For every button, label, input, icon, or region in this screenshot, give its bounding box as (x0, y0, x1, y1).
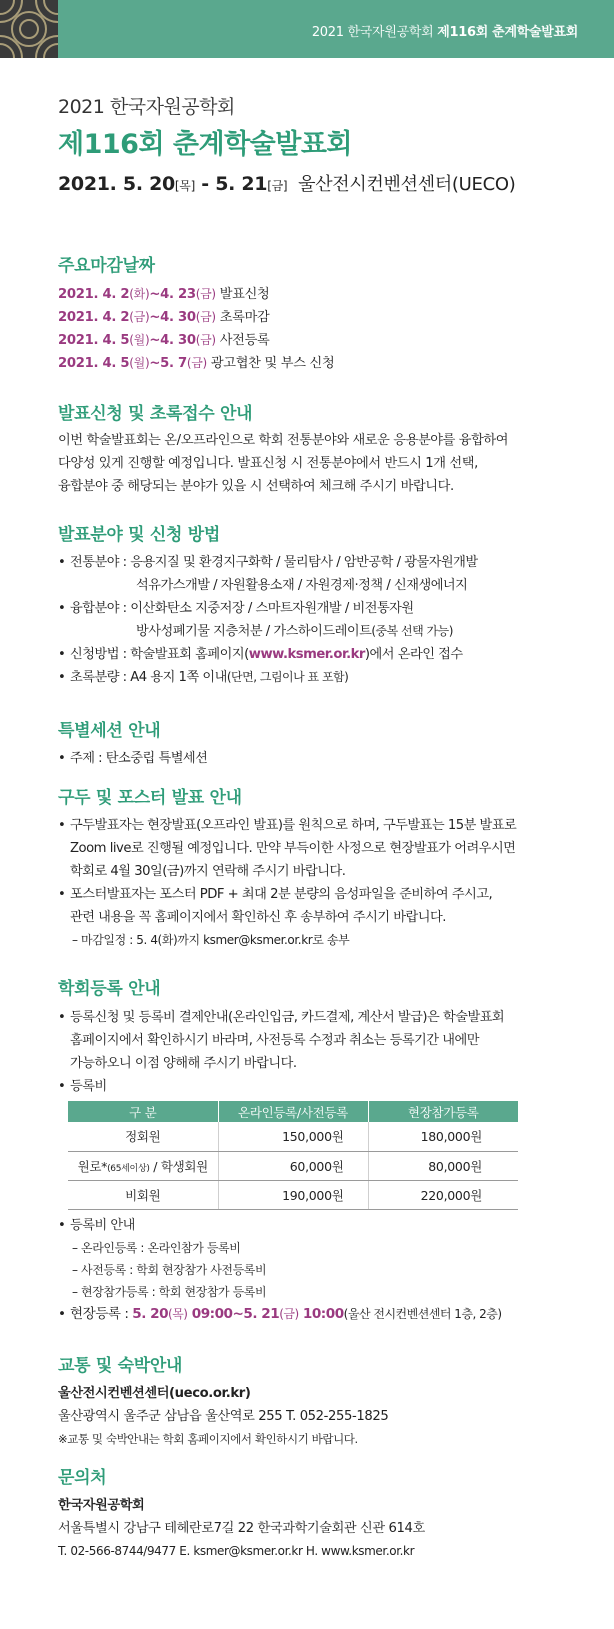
header-banner (0, 0, 614, 58)
date-end-day: [금] (267, 179, 288, 193)
cell-online: 60,000원 (218, 1151, 368, 1180)
contact-tel: T. 02-566-8744/9477 E. ksmer@ksmer.or.kr H. www.ksmer.or.kr (58, 1544, 415, 1558)
table-row (68, 1151, 518, 1180)
cell-online: 190,000원 (218, 1180, 368, 1209)
banner-event: 제116회 춘계학술발표회 (437, 25, 578, 40)
transport-venue: 울산전시컨벤션센터(ueco.or.kr) (58, 1386, 251, 1401)
registration-info-cont: 가능하오니 이점 양해해 주시기 바랍니다. (70, 1056, 297, 1071)
application-line: 이번 학술발표회는 온/오프라인으로 학회 전통분야와 새로운 응용분야를 융합하여 (58, 433, 509, 448)
date-end: 5. 21 (215, 173, 268, 195)
fee-table (68, 1101, 518, 1210)
fee-guide-label: • 등록비 안내 (58, 1214, 588, 1237)
application-title: 발표신청 및 초록접수 안내 (58, 404, 253, 424)
fusion-fields-cont: 방사성폐기물 지층처분 / 가스하이드레이트(중복 선택 가능) (136, 624, 453, 639)
oral-guide: • 구두발표자는 현장발표(오프라인 발표)를 원칙으로 하며, 구두발표는 15분 발표로 (58, 814, 588, 837)
presentation-section (58, 783, 588, 951)
hero (58, 92, 515, 196)
cell-category: 정회원 (68, 1122, 218, 1151)
date-separator: - (194, 173, 216, 195)
onsite-registration: • 현장등록 : 5. 20(목) 09:00~5. 21(금) 10:00(울산 전시컨벤션센터 1층, 2층) (58, 1303, 588, 1326)
presentation-title: 구두 및 포스터 발표 안내 (58, 788, 242, 808)
cell-onsite: 180,000원 (368, 1122, 518, 1151)
deadline-item: 2021. 4. 5(월)~4. 30(금) 사전등록 (58, 333, 270, 348)
transport-note: ※교통 및 숙박안내는 학회 홈페이지에서 확인하시기 바랍니다. (58, 1432, 358, 1446)
fee-label: • 등록비 (58, 1075, 588, 1098)
hero-subtitle: 2021 한국자원공학회 (58, 96, 235, 118)
banner-society: 2021 한국자원공학회 (311, 25, 434, 40)
fee-guide-item: – 사전등록 : 학회 현장참가 사전등록비 (72, 1263, 267, 1277)
deadlines-title: 주요마감날짜 (58, 256, 155, 276)
registration-info-cont: 홈페이지에서 확인하시기 바라며, 사전등록 수정과 취소는 등록기간 내에만 (70, 1033, 479, 1048)
oral-guide-cont: 학회로 4월 30일(금)까지 연락해 주시기 바랍니다. (70, 864, 346, 879)
fields-title: 발표분야 및 신청 방법 (58, 525, 220, 545)
registration-section (58, 974, 588, 1098)
cell-category: 비회원 (68, 1180, 218, 1209)
special-topic: • 주제 : 탄소중립 특별세션 (58, 747, 588, 770)
header-category: 구 분 (68, 1101, 218, 1122)
oral-guide-cont: Zoom live로 진행될 예정입니다. 만약 부득이한 사정으로 현장발표가 어려우시면 (70, 841, 516, 856)
date-start-day: [목] (174, 179, 195, 193)
transport-address: 울산광역시 울주군 삼남읍 울산역로 255 T. 052-255-1825 (58, 1409, 389, 1424)
table-row (68, 1122, 518, 1151)
application-section (58, 399, 588, 498)
application-method: • 신청방법 : 학술발표회 홈페이지(www.ksmer.or.kr)에서 온라인 접수 (58, 643, 588, 666)
traditional-fields-cont: 석유가스개발 / 자원활용소재 / 자원경제·정책 / 신재생에너지 (136, 578, 468, 593)
cell-category: 원로*(65세이상) / 학생회원 (68, 1151, 218, 1180)
abstract-length: • 초록분량 : A4 용지 1쪽 이내(단면, 그림이나 표 포함) (58, 666, 588, 689)
contact-address: 서울특별시 강남구 테헤란로7길 22 한국과학기술회관 신관 614호 (58, 1521, 425, 1536)
deadlines-list (58, 283, 588, 375)
poster-deadline: – 마감일정 : 5. 4(화)까지 ksmer@ksmer.or.kr로 송부 (72, 933, 350, 947)
registration-info: • 등록신청 및 등록비 결제안내(온라인입금, 카드결제, 계산서 발급)은 학술발표회 (58, 1006, 588, 1029)
cell-online: 150,000원 (218, 1122, 368, 1151)
fusion-fields: • 융합분야 : 이산화탄소 지중저장 / 스마트자원개발 / 비전통자원 (58, 597, 588, 620)
cell-onsite: 80,000원 (368, 1151, 518, 1180)
contact-title: 문의처 (58, 1468, 107, 1488)
banner-text (312, 21, 578, 40)
fee-guide-section (58, 1214, 588, 1326)
fee-table-header (68, 1101, 518, 1122)
contact-section (58, 1463, 588, 1563)
homepage-link[interactable]: www.ksmer.or.kr (248, 647, 365, 662)
fee-guide-item: – 현장참가등록 : 학회 현장참가 등록비 (72, 1285, 267, 1299)
poster-guide: • 포스터발표자는 포스터 PDF + 최대 2분 분량의 음성파일을 준비하여 주시고, (58, 883, 588, 906)
decorative-pattern-icon (0, 0, 58, 58)
traditional-fields: • 전통분야 : 응용지질 및 환경지구화학 / 물리탐사 / 암반공학 / 광물자원개발 (58, 551, 588, 574)
hero-title: 제116회 춘계학술발표회 (58, 129, 352, 160)
cell-onsite: 220,000원 (368, 1180, 518, 1209)
header-onsite: 현장참가등록 (368, 1101, 518, 1122)
fields-section (58, 520, 588, 689)
transport-title: 교통 및 숙박안내 (58, 1356, 183, 1376)
contact-org: 한국자원공학회 (58, 1498, 145, 1513)
date-start: 2021. 5. 20 (58, 173, 175, 195)
special-section (58, 716, 588, 770)
application-line: 융합분야 중 해당되는 분야가 있을 시 선택하여 체크해 주시기 바랍니다. (58, 479, 454, 494)
hero-date (58, 170, 515, 196)
deadline-item: 2021. 4. 2(금)~4. 30(금) 초록마감 (58, 310, 270, 325)
header-online: 온라인등록/사전등록 (218, 1101, 368, 1122)
poster-guide-cont: 관련 내용을 꼭 홈페이지에서 확인하신 후 송부하여 주시기 바랍니다. (70, 910, 446, 925)
transport-section (58, 1351, 588, 1451)
special-title: 특별세션 안내 (58, 721, 161, 741)
fee-guide-item: – 온라인등록 : 온라인참가 등록비 (72, 1241, 241, 1255)
application-line: 다양성 있게 진행할 예정입니다. 발표신청 시 전통분야에서 반드시 1개 선택, (58, 456, 478, 471)
table-row (68, 1180, 518, 1209)
deadlines-section (58, 251, 588, 375)
deadline-item: 2021. 4. 2(화)~4. 23(금) 발표신청 (58, 287, 270, 302)
deadline-item: 2021. 4. 5(월)~5. 7(금) 광고협찬 및 부스 신청 (58, 356, 335, 371)
registration-title: 학회등록 안내 (58, 979, 161, 999)
venue: 울산전시컨벤션센터(UECO) (298, 174, 516, 195)
